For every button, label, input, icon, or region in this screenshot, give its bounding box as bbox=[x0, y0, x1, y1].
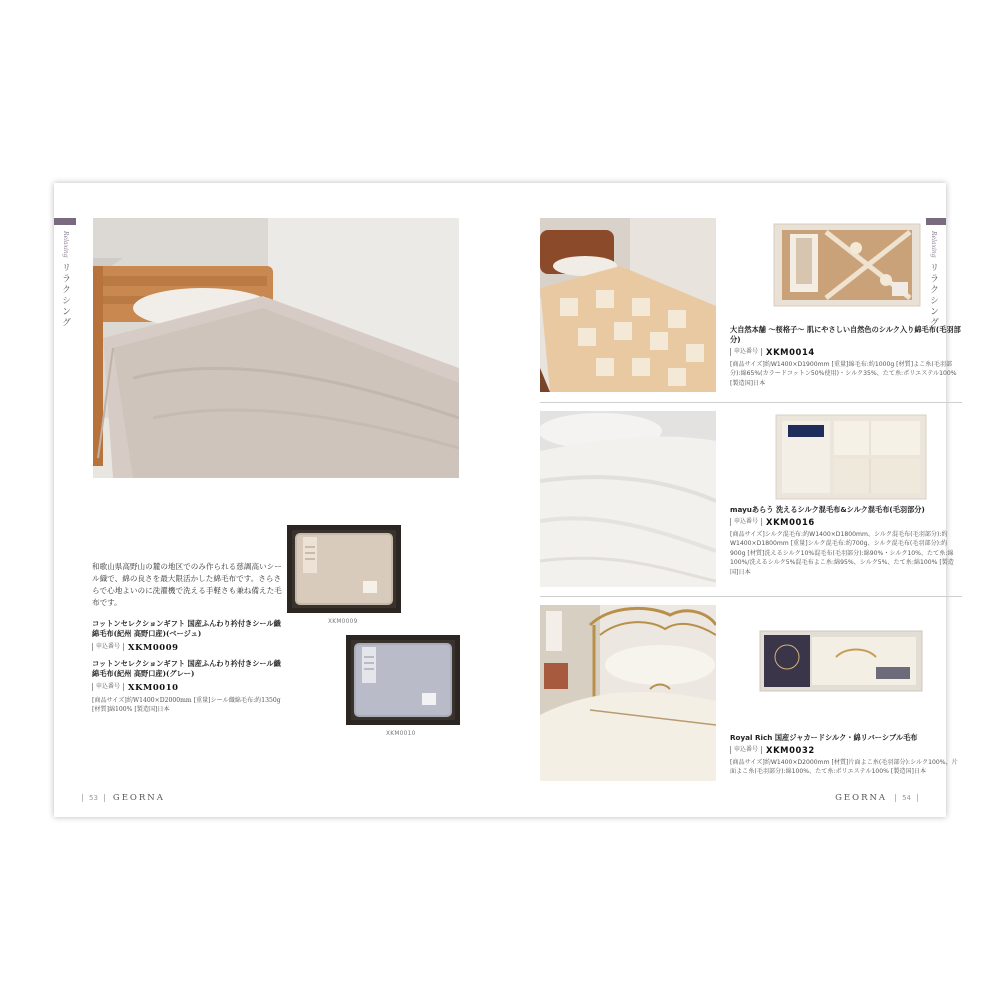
page-number: 53 bbox=[82, 794, 105, 802]
section-label bbox=[928, 231, 938, 328]
product-title: 大自然本舗 ～桜格子～ 肌にやさしい自然色のシルク入り綿毛布(毛羽部分) bbox=[730, 325, 961, 344]
product-xkm0016 bbox=[730, 505, 962, 577]
code-line bbox=[730, 517, 962, 527]
code-label: 申込番号 bbox=[92, 643, 124, 651]
code-line bbox=[92, 641, 282, 653]
gift-box-beige bbox=[287, 525, 401, 613]
product-spec: [商品サイズ]約W1400×D2000mm [重量]シール織綿毛布:約1350g [材質]綿100% [製造国]日本 bbox=[92, 697, 281, 714]
bed-photo-sakura bbox=[540, 218, 716, 392]
bed-photo-beige bbox=[93, 218, 459, 478]
product-title: コットンセレクションギフト 国産ふんわり衿付きシール織綿毛布(紀州 高野口産)(グレー) bbox=[92, 659, 281, 678]
product-code: XKM0010 bbox=[128, 682, 179, 692]
bed-photo-white bbox=[540, 411, 716, 587]
page-number: 54 bbox=[895, 794, 918, 802]
product-xkm0010 bbox=[92, 659, 282, 693]
code-label: 申込番号 bbox=[730, 746, 762, 754]
product-spec: [商品サイズ]約W1400×D1900mm [重量]綿毛布:約1000g [材質]よこ糸(毛羽部分):綿65%(カラードコットン50%使用)・シルク35%、たて糸:ポリエステル100% [製造国]日本 bbox=[730, 361, 957, 387]
divider bbox=[540, 596, 962, 597]
bed-photo-royal bbox=[540, 605, 716, 781]
left-page bbox=[54, 183, 500, 817]
gift-box-gray bbox=[346, 635, 460, 725]
left-footer bbox=[82, 793, 173, 803]
product-spec: [商品サイズ]シルク混毛布:約W1400×D1800mm、シルク混毛布(毛羽部分):約W1400×D1800mm [重量]シルク混毛布:約700g、シルク混毛布(毛羽部分):約900g [材質]洗えるシルク10%混毛布(毛羽部分):綿90%・シルク10%、たて糸:綿100%/洗えるシルク5%混毛布よこ糸:綿95%、シルク5%、たて糸:綿100% [製造国]日本 bbox=[730, 531, 954, 576]
code-label: 申込番号 bbox=[730, 518, 762, 526]
code-line bbox=[730, 745, 962, 755]
section-label-ja: リラクシング bbox=[928, 262, 938, 329]
brand-name: GEORNA bbox=[112, 793, 165, 803]
code-line bbox=[92, 681, 282, 693]
gift-box-royal bbox=[756, 627, 926, 695]
box-caption: XKM0009 bbox=[328, 619, 358, 625]
code-label: 申込番号 bbox=[92, 683, 124, 691]
product-code: XKM0016 bbox=[766, 517, 815, 527]
code-line bbox=[730, 347, 962, 357]
product-xkm0014 bbox=[730, 325, 962, 388]
brand-name: GEORNA bbox=[835, 793, 888, 803]
left-intro-block bbox=[92, 561, 282, 715]
product-xkm0032 bbox=[730, 733, 962, 777]
right-footer bbox=[827, 793, 918, 803]
product-code: XKM0032 bbox=[766, 745, 815, 755]
section-label bbox=[60, 231, 70, 328]
catalog-spread bbox=[54, 183, 961, 817]
product-xkm0009 bbox=[92, 619, 282, 653]
product-spec: [商品サイズ]約W1400×D2000mm [材質]片面よこ糸(毛羽部分):シルク100%、片面よこ糸(毛羽部分):綿100%、たて糸:ポリエステル100% [製造国]日本 bbox=[730, 759, 958, 776]
section-tab bbox=[54, 218, 76, 225]
product-title: Royal Rich 国産ジャカードシルク・綿リバーシブル毛布 bbox=[730, 733, 918, 742]
product-code: XKM0014 bbox=[766, 347, 815, 357]
section-label-en: Relaxing bbox=[930, 231, 937, 258]
box-caption: XKM0010 bbox=[386, 731, 416, 737]
product-title: mayuあらう 洗えるシルク混毛布&シルク混毛布(毛羽部分) bbox=[730, 505, 925, 514]
divider bbox=[540, 402, 962, 403]
code-label: 申込番号 bbox=[730, 348, 762, 356]
section-label-ja: リラクシング bbox=[60, 262, 70, 329]
product-code: XKM0009 bbox=[128, 642, 179, 652]
section-label-en: Relaxing bbox=[62, 231, 69, 258]
gift-box-mayu bbox=[770, 411, 930, 503]
product-title: コットンセレクションギフト 国産ふんわり衿付きシール織綿毛布(紀州 高野口産)(ベージュ) bbox=[92, 619, 281, 638]
intro-text: 和歌山県高野山の麓の地区でのみ作られる慈調高いシール織で、綿の良さを最大限活かした綿毛布です。さらさらで心地よいのに洗濯機で洗える手軽さも兼ね備えた毛布です。 bbox=[92, 562, 282, 607]
gift-box-sakura bbox=[766, 218, 926, 310]
section-tab bbox=[924, 218, 946, 225]
